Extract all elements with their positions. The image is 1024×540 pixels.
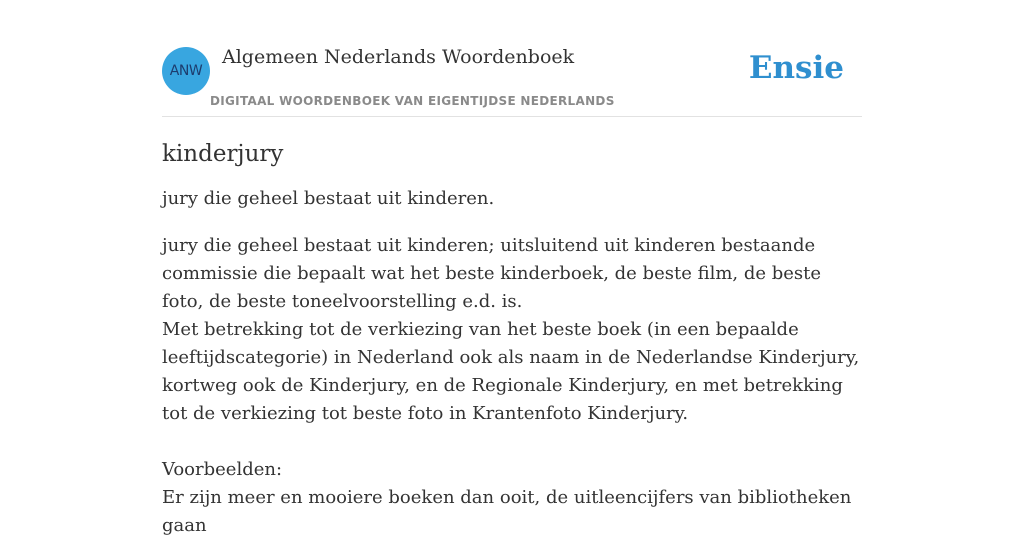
short-definition: jury die geheel bestaat uit kinderen. xyxy=(162,188,495,209)
example-sentence: Er zijn meer en mooiere boeken dan ooit, de uitleencijfers van bibliotheken gaan xyxy=(162,487,852,536)
anw-logo-icon[interactable] xyxy=(162,47,210,95)
definition-paragraph: jury die geheel bestaat uit kinderen; uitsluitend uit kinderen bestaande commissie die bepaalt wat het beste kinderboek, de beste film, de beste foto, de beste toneelvoorstelling e.d. is. xyxy=(162,235,822,312)
site-title[interactable]: Algemeen Nederlands Woordenboek xyxy=(222,46,575,68)
entry-content xyxy=(162,138,862,540)
definition-paragraph: Met betrekking tot de verkiezing van het beste boek (in een bepaalde leeftijdscategorie) in Nederland ook als naam in de Nederlandse Kinderjury, kortweg ook de Kinderjury, en de Regionale Kinderjury, en met betrekking tot de verkiezing tot beste foto in Krantenfoto Kinderjury. xyxy=(162,319,860,424)
site-subtitle: DIGITAAL WOORDENBOEK VAN EIGENTIJDSE NEDERLANDS xyxy=(210,94,615,108)
site-header xyxy=(162,40,862,117)
long-definition xyxy=(162,232,862,428)
logo-text: ANW xyxy=(169,63,203,79)
examples-heading: Voorbeelden: xyxy=(162,459,283,480)
ensie-brand-logo[interactable]: Ensie xyxy=(748,50,844,86)
entry-headword: kinderjury xyxy=(162,141,284,167)
